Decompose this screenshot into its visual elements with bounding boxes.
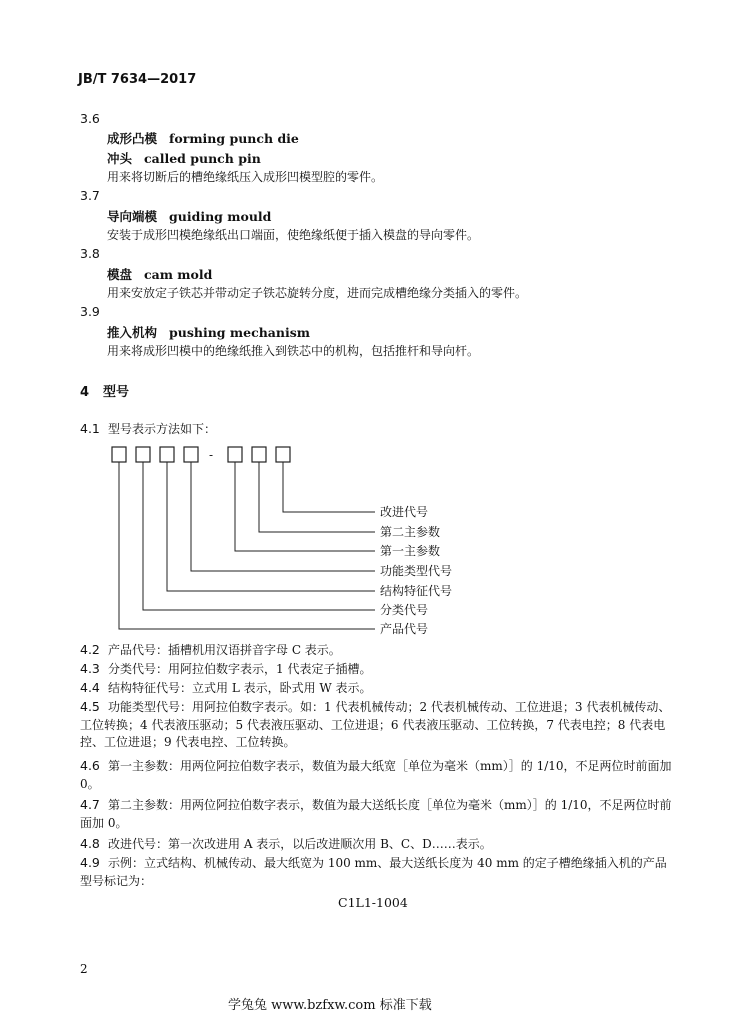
clause-number: 4.7 [80, 797, 100, 812]
code-box [276, 447, 290, 462]
clause-text: 示例：立式结构、机械传动、最大纸宽为 100 mm、最大送纸长度为 40 mm 的定子槽绝缘插入机的产品型号标记为： [80, 856, 667, 888]
diagram-label-product: 产品代号 [380, 622, 429, 636]
term-zh: 模盘 [107, 267, 133, 282]
clause-text: 结构特征代号：立式用 L 表示，卧式用 W 表示。 [108, 681, 372, 695]
clause-text: 产品代号：插槽机用汉语拼音字母 C 表示。 [108, 643, 341, 657]
clause-4-4 [80, 679, 678, 698]
clause-text: 第二主参数：用两位阿拉伯数字表示，数值为最大送纸长度［单位为毫米（mm）］的 1/10，不足两位时前面加 0。 [80, 798, 672, 830]
term-zh: 冲头 [107, 151, 133, 166]
code-box [136, 447, 150, 462]
clause-number: 4.9 [80, 855, 100, 870]
code-dash: - [209, 448, 214, 462]
code-box [160, 447, 174, 462]
term-definition: 安装于成形凹模绝缘纸出口端面，使绝缘纸便于插入模盘的导向零件。 [107, 228, 480, 242]
clause-number: 4.2 [80, 642, 100, 657]
clause-number: 4.1 [80, 421, 100, 436]
code-box [252, 447, 266, 462]
term-en: cam mold [144, 267, 213, 282]
footer-watermark: 学兔兔 www.bzfxw.com 标准下载 [228, 998, 432, 1013]
section-number: 4 [80, 385, 90, 400]
term-en: pushing mechanism [169, 325, 310, 340]
term-definition: 用来将切断后的槽绝缘纸压入成形凹模型腔的零件。 [107, 170, 384, 184]
diagram-label-function-type: 功能类型代号 [380, 564, 453, 578]
term-en: called punch pin [144, 151, 261, 166]
code-box [184, 447, 198, 462]
term-zh: 成形凸模 [107, 131, 158, 146]
clause-text: 型号表示方法如下： [108, 422, 217, 436]
code-box [112, 447, 126, 462]
clause-4-6 [80, 757, 678, 793]
document-id: JB/T 7634—2017 [78, 72, 197, 87]
clause-text: 第一主参数：用两位阿拉伯数字表示，数值为最大纸宽［单位为毫米（mm）］的 1/10，不足两位时前面加 0。 [80, 759, 672, 791]
clause-number: 4.8 [80, 836, 100, 851]
clause-4-7 [80, 796, 678, 832]
section-title: 型号 [103, 385, 130, 400]
term-en: guiding mould [169, 209, 272, 224]
clause-4-3 [80, 660, 678, 679]
clause-4-2 [80, 641, 678, 660]
term-zh: 导向端模 [107, 209, 158, 224]
diagram-label-first-param: 第一主参数 [380, 544, 441, 558]
clause-number: 4.3 [80, 661, 100, 676]
diagram-label-category: 分类代号 [380, 603, 429, 617]
page-number: 2 [80, 962, 88, 976]
diagram-label-improvement: 改进代号 [380, 505, 429, 519]
clause-number: 4.5 [80, 699, 100, 714]
clause-number: 3.7 [80, 188, 100, 203]
term-definition: 用来安放定子铁芯并带动定子铁芯旋转分度，进而完成槽绝缘分类插入的零件。 [107, 286, 528, 300]
clause-number: 3.6 [80, 111, 100, 126]
term-zh: 推入机构 [107, 325, 158, 340]
code-box [228, 447, 242, 462]
diagram-label-structure: 结构特征代号 [380, 584, 453, 598]
clause-text: 分类代号：用阿拉伯数字表示，1 代表定子插槽。 [108, 662, 372, 676]
diagram-label-second-param: 第二主参数 [380, 525, 441, 539]
clause-4-8 [80, 835, 678, 854]
clause-number: 4.6 [80, 758, 100, 773]
clause-number: 3.9 [80, 304, 100, 319]
clause-4-9 [80, 854, 678, 890]
term-en: forming punch die [169, 131, 299, 146]
term-definition: 用来将成形凹模中的绝缘纸推入到铁芯中的机构，包括推杆和导向杆。 [107, 344, 480, 358]
clause-4-5 [80, 698, 678, 752]
clause-text: 功能类型代号：用阿拉伯数字表示。如：1 代表机械传动；2 代表机械传动、工位进退；3 代表机械传动、工位转换；4 代表液压驱动；5 代表液压驱动、工位进退；6 代表液压驱动、工位转换，7 代表电控；8 代表电控、工位进退；9 代表电控、工位转换。 [80, 700, 671, 750]
example-model-code: C1L1-1004 [338, 895, 408, 910]
clause-number: 4.4 [80, 680, 100, 695]
clause-number: 3.8 [80, 246, 100, 261]
clause-text: 改进代号：第一次改进用 A 表示，以后改进顺次用 B、C、D……表示。 [108, 837, 492, 851]
